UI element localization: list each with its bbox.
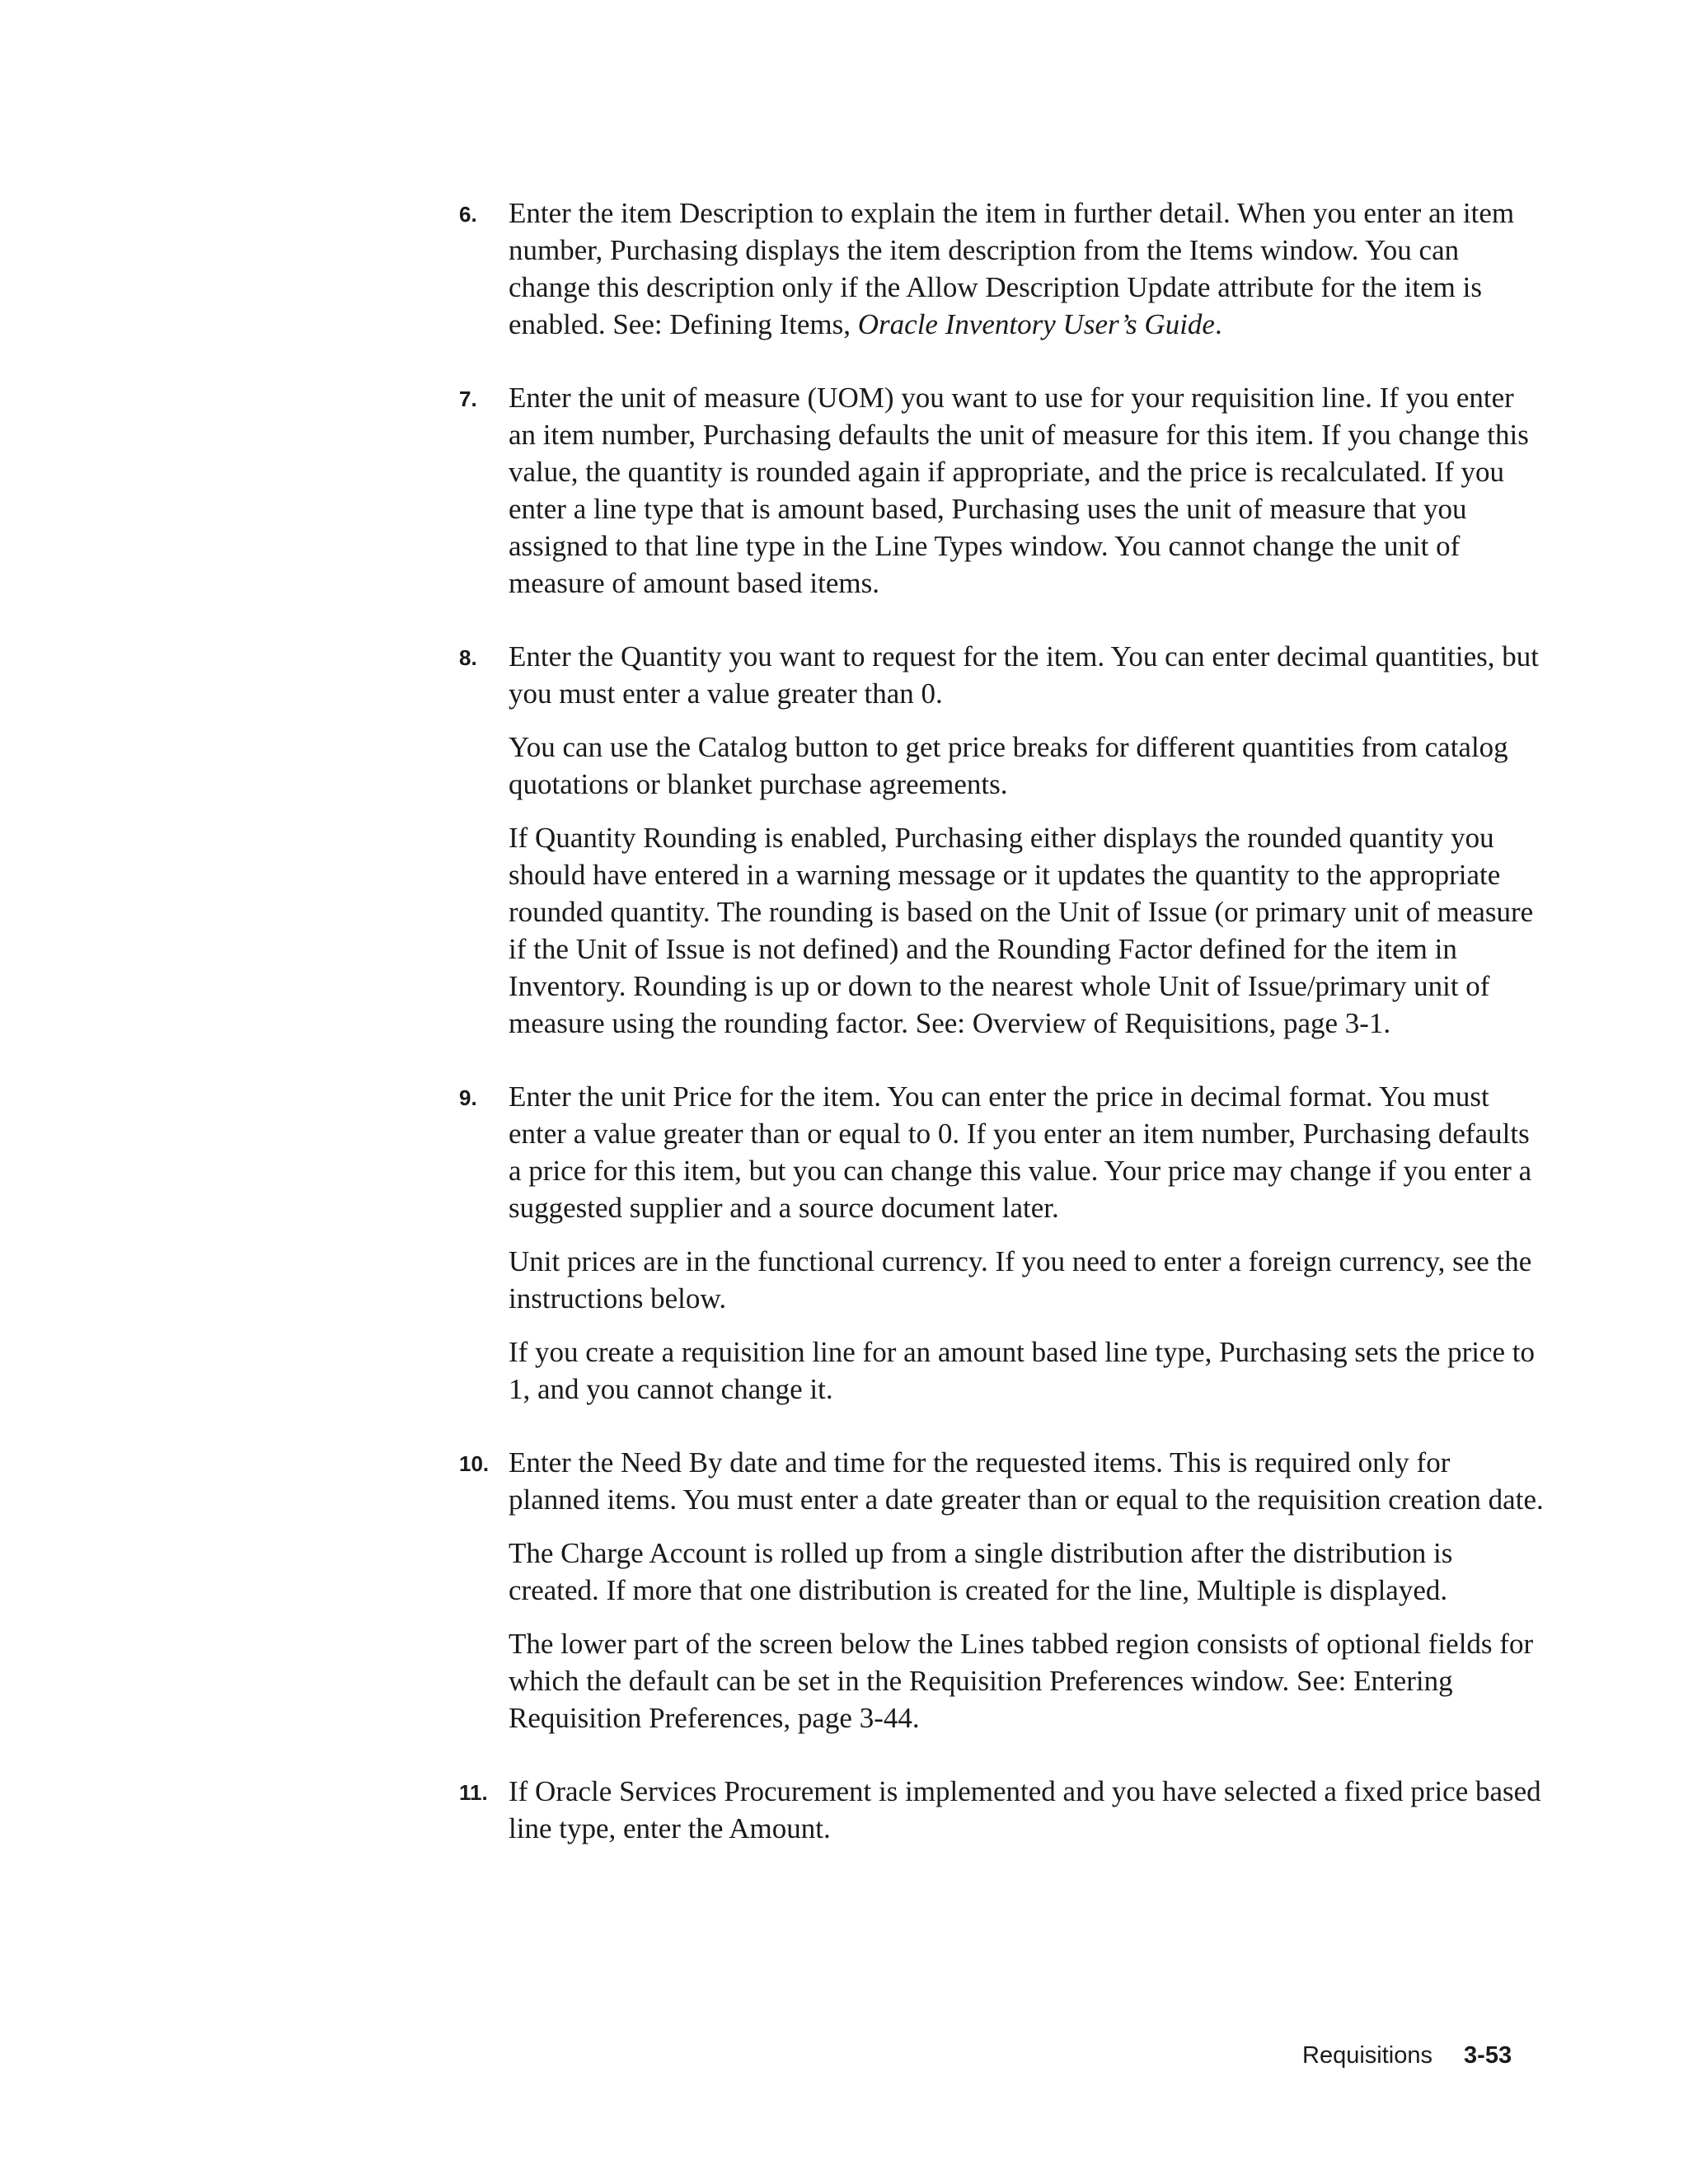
document-body	[459, 194, 1547, 1883]
paragraph: Enter the unit Price for the item. You can enter the price in decimal format. You must enter a value greater than or equal to 0. If you enter an item number, Purchasing defaults a price for this item, but you can change this value. Your price may change if you enter a suggested supplier and a source document later.	[509, 1080, 1532, 1224]
footer-chapter-title: Requisitions	[1302, 2042, 1432, 2069]
step-number: 10.	[459, 1451, 490, 1476]
paragraph: Unit prices are in the functional currency. If you need to enter a foreign currency, see the instructions below.	[509, 1245, 1532, 1315]
step-body	[509, 638, 1547, 1042]
paragraph: If Quantity Rounding is enabled, Purchasing either displays the rounded quantity you should have entered in a warning message or it updates the quantity to the appropriate rounded quantity. The rounding is based on the Unit of Issue (or primary unit of measure if the Unit of Issue is not defined) and the Rounding Factor defined for the item in Inventory. Rounding is up or down to the nearest whole Unit of Issue/primary unit of measure using the rounding factor. See: Overview of Requisitions, page 3-1.	[509, 822, 1534, 1039]
paragraph: Enter the Quantity you want to request for the item. You can enter decimal quantities, but you must enter a value greater than 0.	[509, 640, 1539, 710]
step-10	[459, 1444, 1547, 1736]
step-body	[509, 1444, 1547, 1736]
paragraph: You can use the Catalog button to get price breaks for different quantities from catalog quotations or blanket purchase agreements.	[509, 731, 1508, 800]
paragraph: Enter the item Description to explain the item in further detail. When you enter an item number, Purchasing displays the item description from the Items window. You can change this description only if the Allow Description Update attribute for the item is enabled. See: Defining Items, Oracle Inventory User’s Guide.	[509, 197, 1515, 340]
step-body	[509, 1078, 1547, 1408]
step-11	[459, 1773, 1547, 1847]
paragraph: Enter the Need By date and time for the requested items. This is required only for planned items. You must enter a date greater than or equal to the requisition creation date.	[509, 1446, 1544, 1516]
step-body	[509, 379, 1547, 602]
step-number: 9.	[459, 1085, 477, 1110]
step-number: 7.	[459, 387, 477, 411]
step-7	[459, 379, 1547, 602]
paragraph: If Oracle Services Procurement is implemented and you have selected a fixed price based line type, enter the Amount.	[509, 1775, 1541, 1844]
step-body	[509, 1773, 1547, 1847]
step-number: 8.	[459, 645, 477, 670]
page-footer	[1302, 2041, 1512, 2070]
paragraph: Enter the unit of measure (UOM) you want to use for your requisition line. If you enter an item number, Purchasing defaults the unit of measure for this item. If you change this value, the quantity is rounded again if appropriate, and the price is recalculated. If you enter a line type that is amount based, Purchasing uses the unit of measure that you assigned to that line type in the Line Types window. You cannot change the unit of measure of amount based items.	[509, 382, 1529, 599]
step-number: 11.	[459, 1780, 488, 1805]
footer-page-number: 3-53	[1464, 2042, 1512, 2069]
step-number: 6.	[459, 202, 477, 227]
step-body	[509, 194, 1547, 343]
paragraph: The Charge Account is rolled up from a single distribution after the distribution is created. If more that one distribution is created for the line, Multiple is displayed.	[509, 1537, 1453, 1606]
step-6	[459, 194, 1547, 343]
step-9	[459, 1078, 1547, 1408]
paragraph: The lower part of the screen below the Lines tabbed region consists of optional fields for which the default can be set in the Requisition Preferences window. See: Entering Requisition Preferences, page 3-44.	[509, 1628, 1534, 1734]
step-8	[459, 638, 1547, 1042]
book-title: Oracle Inventory User’s Guide	[857, 308, 1215, 340]
paragraph: If you create a requisition line for an amount based line type, Purchasing sets the price to 1, and you cannot change it.	[509, 1336, 1536, 1405]
